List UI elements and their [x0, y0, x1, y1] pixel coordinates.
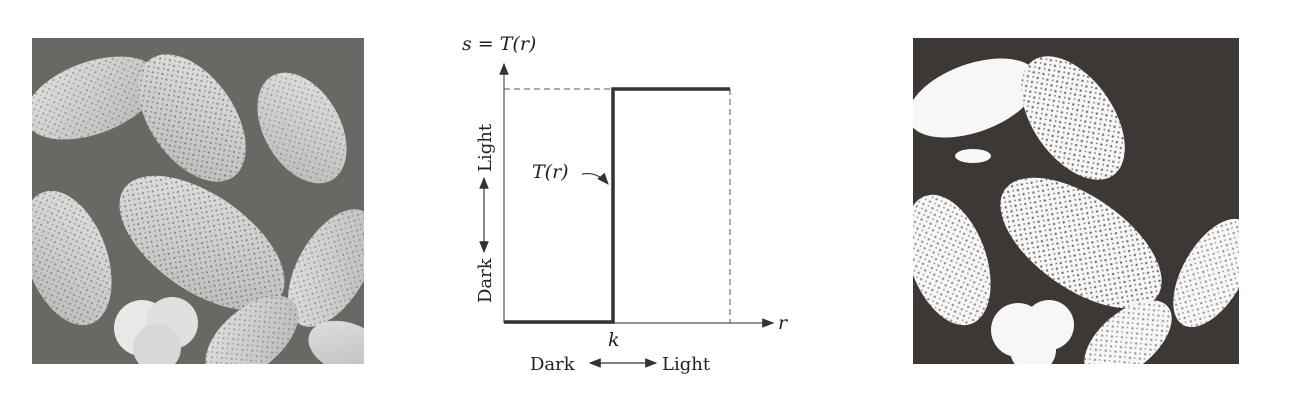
y-axis-label: s = T(r) — [462, 33, 537, 55]
threshold-function-graph — [440, 20, 800, 380]
threshold-k-label: k — [608, 329, 620, 351]
thresholded-image — [913, 38, 1239, 364]
y-dark-label: Dark — [475, 258, 496, 303]
curve-label: T(r) — [532, 161, 569, 183]
threshold-step-curve — [504, 89, 730, 322]
y-light-label: Light — [475, 123, 496, 172]
x-axis-label: r — [778, 312, 788, 334]
original-image — [32, 38, 364, 364]
x-dark-label: Dark — [530, 354, 575, 375]
x-light-label: Light — [662, 354, 711, 375]
curve-label-pointer — [582, 174, 608, 184]
